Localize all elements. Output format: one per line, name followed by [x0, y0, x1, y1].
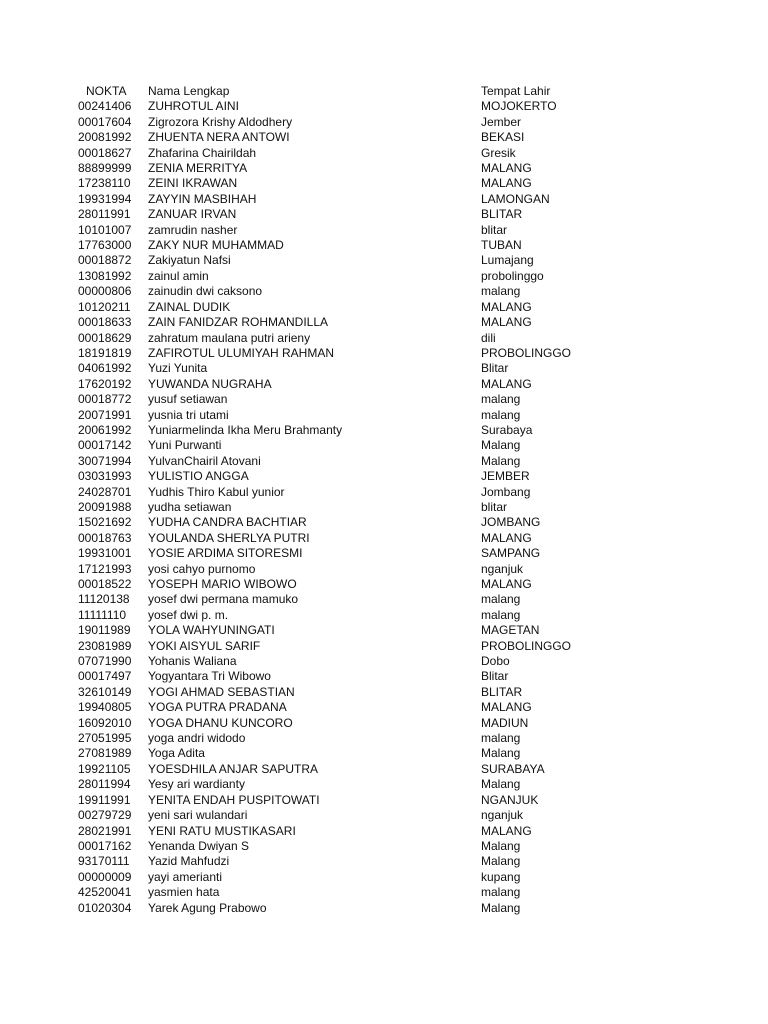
table-row	[0, 469, 768, 484]
cell-tempat-lahir: MAGETAN	[481, 623, 540, 638]
cell-nokta: 17238110	[78, 176, 131, 191]
cell-nokta: 20071991	[78, 407, 132, 422]
table-row	[0, 870, 768, 885]
table-row	[0, 685, 768, 700]
cell-nama-lengkap: Yarek Agung Prabowo	[148, 900, 267, 915]
cell-nokta: 00018872	[78, 253, 132, 268]
cell-nama-lengkap: Yazid Mahfudzi	[148, 854, 230, 869]
cell-tempat-lahir: malang	[481, 407, 521, 422]
cell-tempat-lahir: Malang	[481, 838, 521, 853]
table-row	[0, 531, 768, 546]
cell-nokta: 00018763	[78, 530, 132, 545]
cell-tempat-lahir: MALANG	[481, 376, 532, 391]
cell-nama-lengkap: yoga andri widodo	[148, 731, 246, 746]
cell-nama-lengkap: YOGA DHANU KUNCORO	[148, 715, 293, 730]
cell-tempat-lahir: probolinggo	[481, 268, 544, 283]
cell-nama-lengkap: Yudhis Thiro Kabul yunior	[148, 484, 285, 499]
table-row	[0, 130, 768, 145]
cell-nokta: 03031993	[78, 469, 132, 484]
cell-tempat-lahir: Malang	[481, 746, 521, 761]
cell-nama-lengkap: ZAFIROTUL ULUMIYAH RAHMAN	[148, 345, 335, 360]
cell-nama-lengkap: YOSIE ARDIMA SITORESMI	[148, 546, 303, 561]
cell-tempat-lahir: Malang	[481, 854, 521, 869]
cell-nama-lengkap: Yoga Adita	[148, 746, 205, 761]
cell-nama-lengkap: yasmien hata	[148, 885, 220, 900]
table-row	[0, 562, 768, 577]
cell-nokta: 27081989	[78, 746, 132, 761]
participant-table	[0, 84, 768, 916]
cell-nokta: 32610149	[78, 684, 132, 699]
cell-tempat-lahir: Jember	[481, 114, 522, 129]
cell-nama-lengkap: ZAINAL DUDIK	[148, 299, 231, 314]
cell-nokta: 00241406	[78, 99, 132, 114]
cell-nama-lengkap: yosi cahyo purnomo	[148, 561, 256, 576]
cell-nokta: 00017162	[78, 838, 132, 853]
table-row	[0, 777, 768, 792]
cell-nama-lengkap: Yuni Purwanti	[148, 438, 222, 453]
table-row	[0, 731, 768, 746]
cell-nokta: 88899999	[78, 161, 132, 176]
cell-nama-lengkap: zainudin dwi caksono	[148, 284, 263, 299]
cell-nama-lengkap: ZANUAR IRVAN	[148, 207, 237, 222]
table-row	[0, 300, 768, 315]
cell-tempat-lahir: nganjuk	[481, 561, 524, 576]
cell-tempat-lahir: NGANJUK	[481, 792, 539, 807]
cell-nama-lengkap: YOGI AHMAD SEBASTIAN	[148, 684, 295, 699]
header-tempat-lahir: Tempat Lahir	[481, 84, 551, 98]
cell-tempat-lahir: dili	[481, 330, 496, 345]
table-row	[0, 115, 768, 130]
cell-nokta: 28021991	[78, 823, 132, 838]
cell-tempat-lahir: Malang	[481, 438, 521, 453]
table-row	[0, 377, 768, 392]
cell-nokta: 19931994	[78, 191, 132, 206]
cell-nokta: 00017604	[78, 114, 132, 129]
cell-nokta: 93170111	[78, 854, 130, 869]
cell-tempat-lahir: SAMPANG	[481, 546, 541, 561]
cell-nama-lengkap: YENITA ENDAH PUSPITOWATI	[148, 792, 320, 807]
table-body	[0, 99, 768, 916]
cell-nokta: 18191819	[78, 345, 132, 360]
cell-nokta: 00018629	[78, 330, 132, 345]
cell-nokta: 01020304	[78, 900, 132, 915]
cell-nama-lengkap: Yuniarmelinda Ikha Meru Brahmanty	[148, 422, 343, 437]
cell-tempat-lahir: malang	[481, 885, 521, 900]
table-row	[0, 192, 768, 207]
cell-nama-lengkap: Yesy ari wardianty	[148, 777, 245, 792]
cell-tempat-lahir: MALANG	[481, 530, 532, 545]
cell-nama-lengkap: YOSEPH MARIO WIBOWO	[148, 577, 297, 591]
cell-nama-lengkap: yeni sari wulandari	[148, 808, 248, 823]
cell-tempat-lahir: Malang	[481, 777, 521, 792]
cell-tempat-lahir: Blitar	[481, 669, 509, 684]
table-row	[0, 577, 768, 592]
cell-nokta: 00000806	[78, 284, 132, 299]
table-row	[0, 885, 768, 900]
cell-tempat-lahir: LAMONGAN	[481, 191, 550, 206]
cell-nama-lengkap: YENI RATU MUSTIKASARI	[148, 823, 296, 838]
table-row	[0, 146, 768, 161]
cell-tempat-lahir: malang	[481, 284, 521, 299]
cell-nokta: 00018522	[78, 577, 132, 591]
cell-nokta: 19911991	[78, 792, 131, 807]
cell-tempat-lahir: MADIUN	[481, 715, 529, 730]
table-row	[0, 901, 768, 916]
cell-nama-lengkap: yayi amerianti	[148, 869, 223, 884]
cell-tempat-lahir: BLITAR	[481, 207, 523, 222]
cell-nokta: 11111110	[78, 607, 127, 622]
cell-nokta: 28011991	[78, 207, 131, 222]
cell-tempat-lahir: blitar	[481, 499, 508, 514]
cell-nama-lengkap: YULISTIO ANGGA	[148, 469, 249, 484]
cell-tempat-lahir: BEKASI	[481, 130, 525, 145]
table-row	[0, 854, 768, 869]
table-row	[0, 99, 768, 114]
cell-tempat-lahir: Malang	[481, 453, 521, 468]
cell-tempat-lahir: MALANG	[481, 823, 532, 838]
cell-nokta: 07071990	[78, 654, 132, 669]
cell-tempat-lahir: PROBOLINGGO	[481, 345, 572, 360]
cell-tempat-lahir: malang	[481, 392, 521, 407]
cell-nokta: 16092010	[78, 715, 132, 730]
header-nokta: NOKTA	[86, 84, 127, 98]
table-row	[0, 608, 768, 623]
cell-nama-lengkap: Zakiyatun Nafsi	[148, 253, 231, 268]
table-row	[0, 746, 768, 761]
cell-nama-lengkap: YUWANDA NUGRAHA	[148, 376, 272, 391]
table-row	[0, 485, 768, 500]
cell-tempat-lahir: MALANG	[481, 161, 532, 176]
cell-tempat-lahir: malang	[481, 607, 521, 622]
cell-tempat-lahir: Dobo	[481, 654, 510, 669]
cell-nama-lengkap: YOESDHILA ANJAR SAPUTRA	[148, 761, 319, 776]
cell-nokta: 19921105	[78, 761, 131, 776]
cell-tempat-lahir: MALANG	[481, 577, 532, 591]
cell-nama-lengkap: ZENIA MERRITYA	[148, 161, 248, 176]
cell-nokta: 11120138	[78, 592, 130, 607]
table-row	[0, 223, 768, 238]
cell-nokta: 28011994	[78, 777, 131, 792]
cell-nama-lengkap: YOULANDA SHERLYA PUTRI	[148, 530, 310, 545]
cell-tempat-lahir: MALANG	[481, 315, 532, 330]
table-row	[0, 639, 768, 654]
cell-nama-lengkap: ZAIN FANIDZAR ROHMANDILLA	[148, 315, 329, 330]
cell-tempat-lahir: Malang	[481, 900, 521, 915]
cell-nama-lengkap: yosef dwi p. m.	[148, 607, 229, 622]
cell-tempat-lahir: kupang	[481, 869, 521, 884]
cell-nokta: 00017497	[78, 669, 132, 684]
table-row	[0, 331, 768, 346]
cell-nokta: 00279729	[78, 808, 132, 823]
table-row	[0, 238, 768, 253]
cell-tempat-lahir: JEMBER	[481, 469, 530, 484]
cell-nokta: 10120211	[78, 299, 131, 314]
cell-nama-lengkap: YUDHA CANDRA BACHTIAR	[148, 515, 307, 530]
cell-nama-lengkap: yusuf setiawan	[148, 392, 228, 407]
cell-tempat-lahir: Surabaya	[481, 422, 533, 437]
cell-nokta: 30071994	[78, 453, 132, 468]
cell-nama-lengkap: Yohanis Waliana	[148, 654, 237, 669]
cell-nama-lengkap: zamrudin nasher	[148, 222, 238, 237]
cell-nokta: 04061992	[78, 361, 132, 376]
cell-tempat-lahir: TUBAN	[481, 238, 522, 253]
table-row	[0, 423, 768, 438]
cell-tempat-lahir: nganjuk	[481, 808, 524, 823]
table-row	[0, 408, 768, 423]
cell-nama-lengkap: ZAKY NUR MUHAMMAD	[148, 238, 284, 253]
cell-nokta: 10101007	[78, 222, 132, 237]
cell-nama-lengkap: Zhafarina Chairildah	[148, 145, 257, 160]
cell-nokta: 13081992	[78, 268, 132, 283]
cell-tempat-lahir: Gresik	[481, 145, 516, 160]
cell-tempat-lahir: PROBOLINGGO	[481, 638, 572, 653]
table-row	[0, 161, 768, 176]
table-row	[0, 438, 768, 453]
cell-tempat-lahir: JOMBANG	[481, 515, 541, 530]
cell-tempat-lahir: MALANG	[481, 700, 532, 715]
cell-tempat-lahir: BLITAR	[481, 684, 523, 699]
table-row	[0, 515, 768, 530]
table-row	[0, 253, 768, 268]
table-row	[0, 176, 768, 191]
cell-nokta: 27051995	[78, 731, 132, 746]
cell-nama-lengkap: ZUHROTUL AINI	[148, 99, 239, 114]
cell-nokta: 23081989	[78, 638, 132, 653]
table-row	[0, 546, 768, 561]
table-row	[0, 500, 768, 515]
cell-nokta: 42520041	[78, 885, 132, 900]
cell-nokta: 19931001	[78, 546, 132, 561]
cell-nokta: 00018633	[78, 315, 132, 330]
cell-tempat-lahir: MALANG	[481, 176, 532, 191]
cell-nama-lengkap: yusnia tri utami	[148, 407, 229, 422]
table-row	[0, 824, 768, 839]
table-row	[0, 315, 768, 330]
cell-nokta: 00018627	[78, 145, 132, 160]
table-row	[0, 669, 768, 684]
cell-nama-lengkap: Yenanda Dwiyan S	[148, 838, 249, 853]
table-row	[0, 700, 768, 715]
table-row	[0, 207, 768, 222]
cell-nama-lengkap: zainul amin	[148, 268, 209, 283]
cell-nokta: 24028701	[78, 484, 132, 499]
cell-nokta: 17620192	[78, 376, 132, 391]
cell-nokta: 20091988	[78, 499, 132, 514]
table-row	[0, 654, 768, 669]
cell-nokta: 20061992	[78, 422, 132, 437]
cell-tempat-lahir: blitar	[481, 222, 508, 237]
cell-nama-lengkap: ZAYYIN MASBIHAH	[148, 191, 257, 206]
cell-nokta: 19940805	[78, 700, 132, 715]
cell-nokta: 15021692	[78, 515, 132, 530]
cell-nama-lengkap: Yuzi Yunita	[148, 361, 208, 376]
table-row	[0, 808, 768, 823]
cell-nama-lengkap: yudha setiawan	[148, 499, 232, 514]
cell-tempat-lahir: Jombang	[481, 484, 531, 499]
cell-nama-lengkap: YulvanChairil Atovani	[148, 453, 261, 468]
cell-nokta: 17763000	[78, 238, 132, 253]
cell-nama-lengkap: YOGA PUTRA PRADANA	[148, 700, 287, 715]
table-row	[0, 269, 768, 284]
cell-tempat-lahir: MALANG	[481, 299, 532, 314]
table-row	[0, 762, 768, 777]
cell-nokta: 00018772	[78, 392, 132, 407]
table-row	[0, 793, 768, 808]
cell-tempat-lahir: Blitar	[481, 361, 509, 376]
table-row	[0, 346, 768, 361]
cell-tempat-lahir: malang	[481, 592, 521, 607]
cell-nama-lengkap: ZHUENTA NERA ANTOWI	[148, 130, 290, 145]
cell-tempat-lahir: SURABAYA	[481, 761, 545, 776]
cell-nama-lengkap: YOLA WAHYUNINGATI	[148, 623, 275, 638]
table-row	[0, 392, 768, 407]
table-row	[0, 716, 768, 731]
table-row	[0, 623, 768, 638]
cell-nama-lengkap: ZEINI IKRAWAN	[148, 176, 238, 191]
cell-nokta: 00000009	[78, 869, 132, 884]
header-nama-lengkap: Nama Lengkap	[148, 84, 230, 98]
cell-nama-lengkap: YOKI AISYUL SARIF	[148, 638, 261, 653]
table-row	[0, 592, 768, 607]
cell-nokta: 20081992	[78, 130, 132, 145]
cell-tempat-lahir: Lumajang	[481, 253, 534, 268]
cell-nokta: 19011989	[78, 623, 131, 638]
cell-nama-lengkap: Zigrozora Krishy Aldodhery	[148, 114, 293, 129]
cell-nokta: 17121993	[78, 561, 132, 576]
cell-nama-lengkap: Yogyantara Tri Wibowo	[148, 669, 271, 684]
table-header	[0, 84, 768, 99]
cell-tempat-lahir: MOJOKERTO	[481, 99, 557, 114]
table-row	[0, 839, 768, 854]
cell-nokta: 00017142	[78, 438, 132, 453]
table-row	[0, 454, 768, 469]
table-row	[0, 284, 768, 299]
cell-tempat-lahir: malang	[481, 731, 521, 746]
cell-nama-lengkap: yosef dwi permana mamuko	[148, 592, 299, 607]
cell-nama-lengkap: zahratum maulana putri arieny	[148, 330, 311, 345]
table-row	[0, 361, 768, 376]
